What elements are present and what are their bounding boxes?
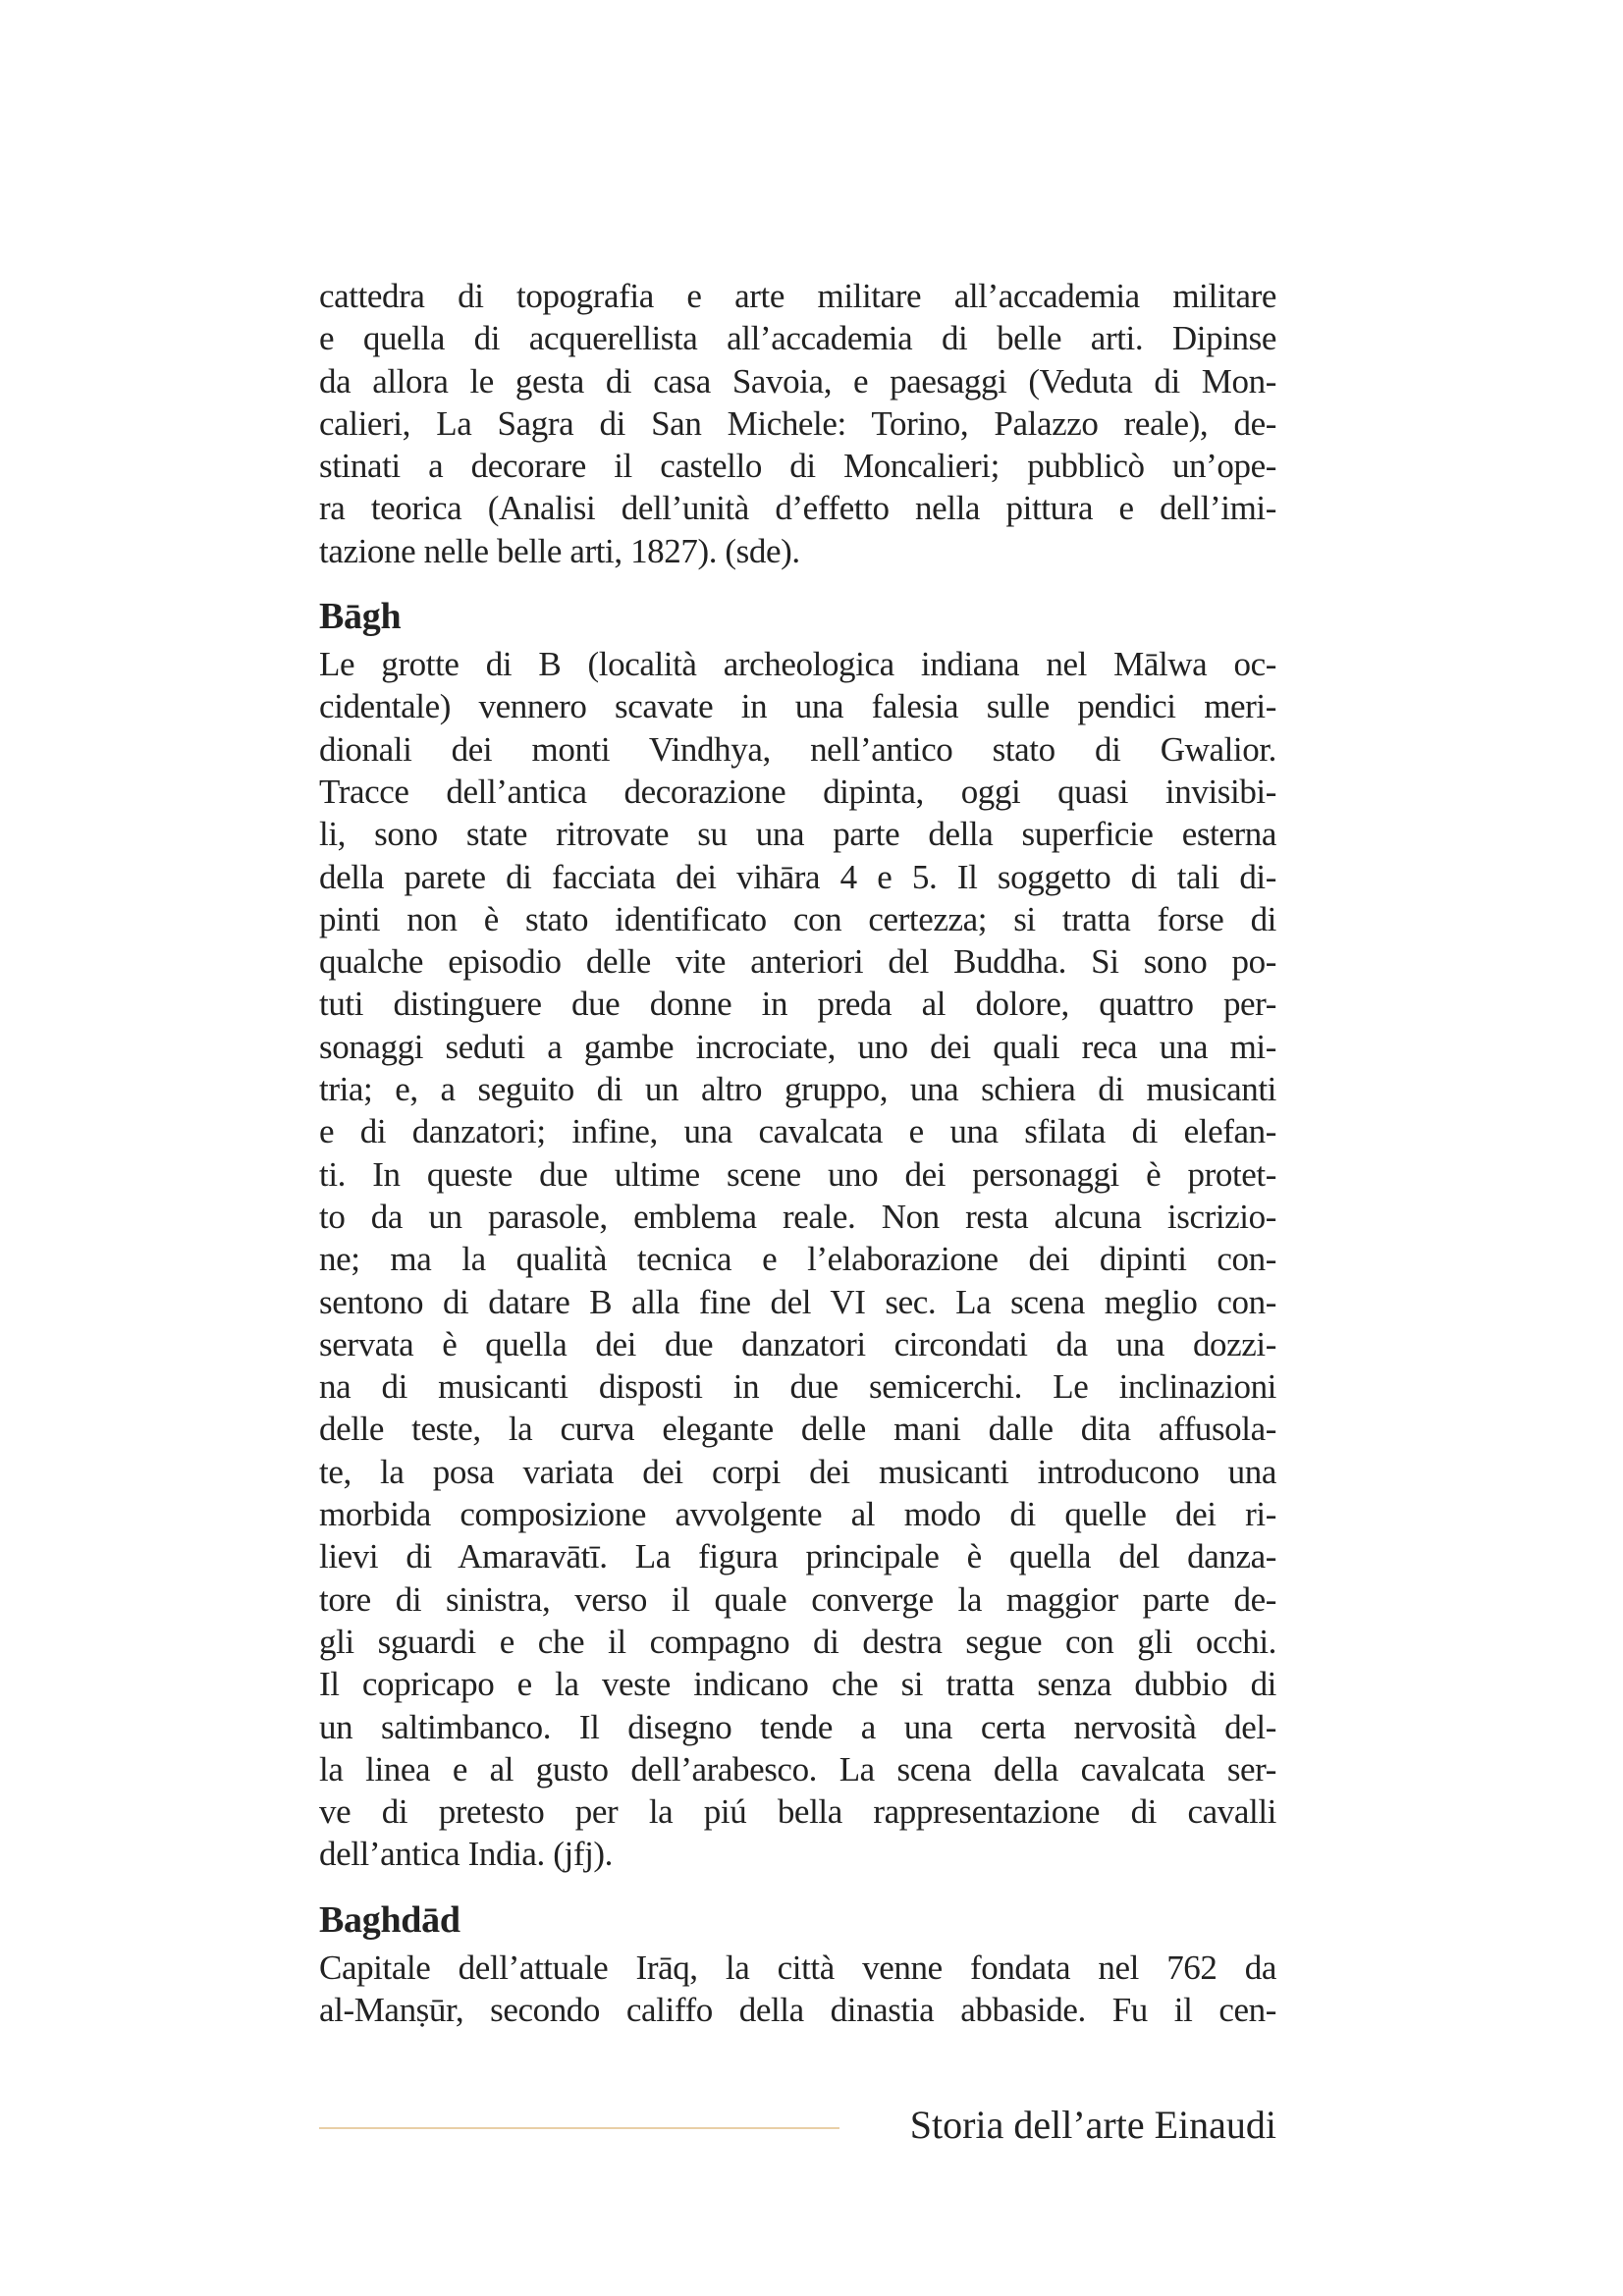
intro-paragraph (319, 275, 1276, 572)
entry-heading-bagh: Bāgh (319, 596, 402, 638)
text-line: un saltimbanco. Il disegno tende a una certa nervosità del- (319, 1707, 1276, 1746)
text-line: da allora le gesta di casa Savoia, e paesaggi (Veduta di Mon- (319, 361, 1276, 400)
text-line: al-Manṣūr, secondo califfo della dinastia abbaside. Fu il cen- (319, 1990, 1276, 2029)
text-line: te, la posa variata dei corpi dei musicanti introducono una (319, 1452, 1276, 1491)
page-footer (319, 2101, 1276, 2150)
footer-rule (319, 2127, 839, 2129)
text-line: e di danzatori; infine, una cavalcata e una sfilata di elefan- (319, 1112, 1276, 1151)
text-line: tria; e, a seguito di un altro gruppo, una schiera di musicanti (319, 1070, 1276, 1109)
text-line: ti. In queste due ultime scene uno dei personaggi è protet- (319, 1154, 1276, 1194)
text-line: delle teste, la curva elegante delle mani dalle dita affusola- (319, 1410, 1276, 1449)
text-line: cidentale) vennero scavate in una falesia sulle pendici meri- (319, 687, 1276, 726)
text-line: morbida composizione avvolgente al modo di quelle dei ri- (319, 1495, 1276, 1534)
text-line: dell’antica India. (jfj). (319, 1835, 614, 1874)
text-line: cattedra di topografia e arte militare all’accademia militare (319, 277, 1276, 315)
text-line: servata è quella dei due danzatori circondati da una dozzi- (319, 1324, 1276, 1363)
text-line: stinati a decorare il castello di Moncalieri; pubblicò un’ope- (319, 447, 1276, 486)
text-line: Le grotte di B (località archeologica indiana nel Mālwa oc- (319, 645, 1276, 684)
text-line: tuti distinguere due donne in preda al dolore, quattro per- (319, 985, 1276, 1024)
text-line: la linea e al gusto dell’arabesco. La scena della cavalcata ser- (319, 1749, 1276, 1789)
text-line: Il copricapo e la veste indicano che si tratta senza dubbio di (319, 1665, 1276, 1704)
text-line: to da un parasole, emblema reale. Non resta alcuna iscrizio- (319, 1197, 1276, 1236)
footer-title: Storia dell’arte Einaudi (909, 2103, 1276, 2147)
text-line: tore di sinistra, verso il quale converge la maggior parte de- (319, 1579, 1276, 1619)
text-line: Tracce dell’antica decorazione dipinta, oggi quasi invisibi- (319, 772, 1276, 811)
entry-body-bagh (319, 643, 1276, 1876)
text-line: dionali dei monti Vindhya, nell’antico stato di Gwalior. (319, 729, 1276, 769)
text-line: calieri, La Sagra di San Michele: Torino, Palazzo reale), de- (319, 403, 1276, 443)
text-line: sentono di datare B alla fine del VI sec. La scena meglio con- (319, 1282, 1276, 1321)
text-line: della parete di facciata dei vihāra 4 e 5. Il soggetto di tali di- (319, 857, 1276, 896)
text-line: sonaggi seduti a gambe incrociate, uno dei quali reca una mi- (319, 1027, 1276, 1066)
text-line: qualche episodio delle vite anteriori del Buddha. Si sono po- (319, 942, 1276, 982)
text-line: e quella di acquerellista all’accademia di belle arti. Dipinse (319, 319, 1276, 358)
text-line: ne; ma la qualità tecnica e l’elaborazione dei dipinti con- (319, 1240, 1276, 1279)
page-body (319, 275, 1276, 2031)
text-line: ve di pretesto per la piú bella rappresentazione di cavalli (319, 1792, 1276, 1832)
text-line: Capitale dell’attuale Irāq, la città venne fondata nel 762 da (319, 1948, 1276, 1987)
entry-heading-baghdad: Baghdād (319, 1898, 460, 1941)
text-line: tazione nelle belle arti, 1827). (sde). (319, 531, 800, 570)
text-line: ra teorica (Analisi dell’unità d’effetto nella pittura e dell’imi- (319, 489, 1276, 528)
entry-body-baghdad (319, 1947, 1276, 2032)
text-line: pinti non è stato identificato con certezza; si tratta forse di (319, 899, 1276, 938)
text-line: na di musicanti disposti in due semicerchi. Le inclinazioni (319, 1367, 1276, 1407)
text-line: gli sguardi e che il compagno di destra segue con gli occhi. (319, 1622, 1276, 1661)
text-line: lievi di Amaravātī. La figura principale è quella del danza- (319, 1537, 1276, 1576)
text-line: li, sono state ritrovate su una parte della superficie esterna (319, 815, 1276, 854)
